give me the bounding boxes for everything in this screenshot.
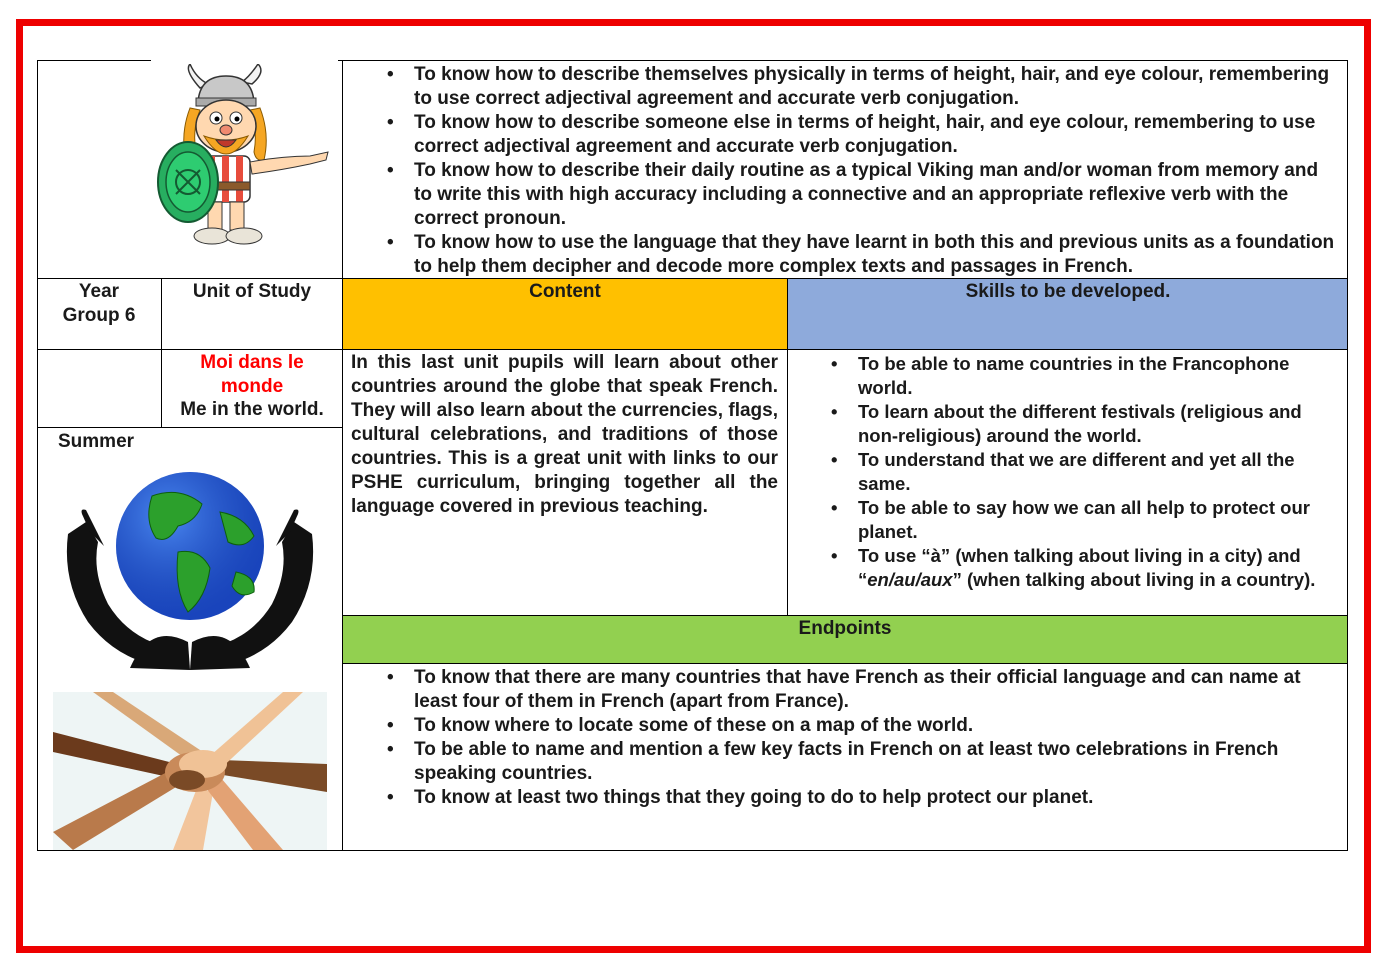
endpoints-list bbox=[414, 666, 1314, 810]
skill-text-italic: en/au/aux bbox=[867, 568, 953, 590]
objective-item: • To know how to describe someone else in terms of height, hair, and eye colour, remembering to use correct adjectival agreement and accurate verb conjugation. bbox=[414, 111, 1339, 159]
endpoint-item: • To know at least two things that they going to do to help protect our planet. bbox=[414, 786, 1314, 810]
unit-of-study-label: Unit of Study bbox=[192, 281, 312, 302]
unit-title-fr: Moi dans le monde bbox=[200, 352, 304, 397]
objective-item: • To know how to describe themselves physically in terms of height, hair, and eye colour, remembering to use correct adjectival agreement and accurate verb conjugation. bbox=[414, 63, 1339, 111]
objective-item: • To know how to use the language that they have learnt in both this and previous units as a foundation to help them decipher and decode more complex texts and passages in French. bbox=[414, 231, 1339, 279]
stacked-hands-icon bbox=[53, 692, 327, 850]
skill-item: • To learn about the different festivals (religious and non-religious) around the world. bbox=[858, 400, 1340, 447]
skill-item: • To be able to name countries in the Francophone world. bbox=[858, 352, 1340, 399]
term-label: Summer bbox=[58, 431, 135, 452]
viking-cartoon-icon bbox=[150, 64, 332, 252]
year-group-label: Year Group 6 bbox=[62, 281, 136, 326]
endpoints-header: Endpoints bbox=[798, 618, 892, 639]
endpoint-item: • To know that there are many countries that have French as their official language and can name at least four of them in French (apart from France). bbox=[414, 666, 1314, 714]
content-text: In this last unit pupils will learn about other countries around the globe that speak French. They will also learn about the currencies, flags, cultural celebrations, and traditions of those countries. This is a great unit with links to our PSHE curriculum, bringing together all the language covered in previous teaching. bbox=[351, 352, 778, 517]
globe-in-hands-icon bbox=[60, 472, 320, 672]
skill-item-last bbox=[858, 544, 1340, 591]
objective-item: • To know how to describe their daily routine as a typical Viking man and/or woman from memory and to write this with high accuracy including a connective and an appropriate reflexive verb with the correct pronoun. bbox=[414, 159, 1339, 231]
endpoint-item: • To know where to locate some of these on a map of the world. bbox=[414, 714, 1314, 738]
skill-text-c: ” (when talking about living in a country). bbox=[952, 568, 1316, 590]
content-header: Content bbox=[529, 281, 601, 302]
skills-list bbox=[858, 352, 1340, 591]
endpoint-item: • To be able to name and mention a few key facts in French on at least two celebrations in French speaking countries. bbox=[414, 738, 1314, 786]
skill-item: • To be able to say how we can all help to protect our planet. bbox=[858, 496, 1340, 543]
unit-title-en: Me in the world. bbox=[180, 399, 324, 420]
top-objectives bbox=[414, 63, 1339, 279]
skill-item: • To understand that we are different and yet all the same. bbox=[858, 448, 1340, 495]
skill-text-a: To use “à” (when talking about living in a city) and “ bbox=[858, 545, 1301, 590]
skills-header: Skills to be developed. bbox=[965, 281, 1171, 302]
